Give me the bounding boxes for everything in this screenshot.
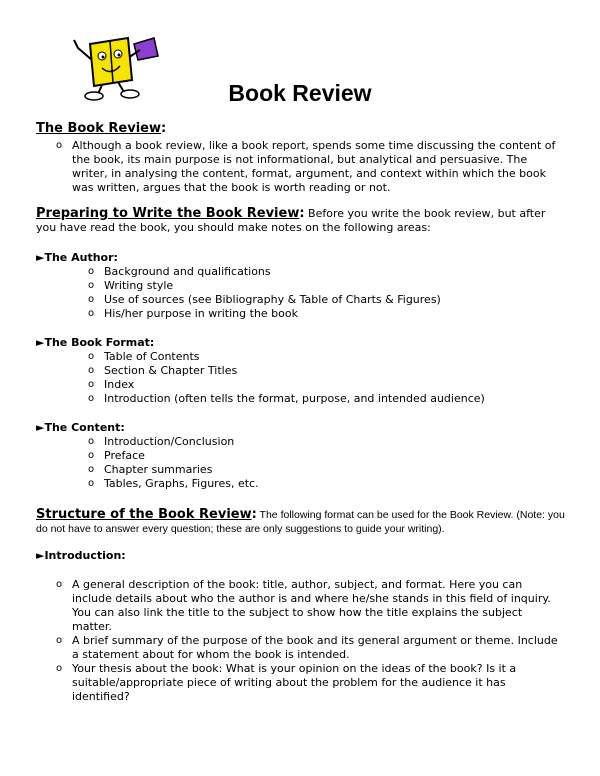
list-item: o Use of sources (see Bibliography & Table of Charts & Figures) bbox=[88, 293, 566, 307]
list-item: o Your thesis about the book: What is your opinion on the ideas of the book? Is it a suitable/appropriate piece of writing about the problem for the audience it has identified? bbox=[56, 662, 561, 704]
right-triangle-icon: ► bbox=[36, 251, 45, 264]
list-item: o His/her purpose in writing the book bbox=[88, 307, 566, 321]
section-book-review bbox=[36, 122, 566, 195]
right-triangle-icon: ► bbox=[36, 336, 45, 349]
group-label: The Author: bbox=[44, 251, 118, 264]
section-intro: The following format can be used for the Book Review. (Note: you do not have to answer every question; these are only suggestions to guide your writing). bbox=[36, 509, 565, 535]
list-item: o A general description of the book: title, author, subject, and format. Here you can include details about who the author is and where he/she stands in this field of inquiry. You can also link the title to the subject to show how the title explains the subject matter. bbox=[56, 578, 561, 634]
page-title: Book Review bbox=[228, 80, 372, 106]
list-item: o Index bbox=[88, 378, 566, 392]
bullet-list bbox=[56, 139, 566, 195]
bullet-list bbox=[88, 435, 566, 491]
section-heading: Preparing to Write the Book Review bbox=[36, 206, 300, 221]
list-item: o A brief summary of the purpose of the book and its general argument or theme. Include a statement about for whom the book is intended. bbox=[56, 634, 561, 662]
list-item: o Tables, Graphs, Figures, etc. bbox=[88, 477, 566, 491]
group-label: The Book Format: bbox=[44, 336, 155, 349]
list-item: o Writing style bbox=[88, 279, 566, 293]
subsection-label: Introduction: bbox=[44, 549, 126, 562]
heading-colon: : bbox=[161, 121, 167, 136]
group-label: The Content: bbox=[44, 421, 125, 434]
section-intro: Before you write the book review, but after you have read the book, you should make notes on the following areas: bbox=[36, 207, 546, 234]
bullet-list bbox=[56, 578, 561, 704]
subsection-introduction bbox=[36, 549, 566, 563]
list-item: o Section & Chapter Titles bbox=[88, 364, 566, 378]
list-item: o Table of Contents bbox=[88, 350, 566, 364]
list-item: o Chapter summaries bbox=[88, 463, 566, 477]
heading-colon: : bbox=[251, 507, 257, 522]
group-content bbox=[36, 421, 566, 491]
group-book-format bbox=[36, 336, 566, 406]
bullet-list bbox=[88, 350, 566, 406]
section-structure bbox=[36, 508, 566, 536]
introduction-items bbox=[36, 578, 561, 704]
right-triangle-icon: ► bbox=[36, 421, 45, 434]
group-author bbox=[36, 251, 566, 321]
bullet-list bbox=[88, 265, 566, 321]
list-item: o Preface bbox=[88, 449, 566, 463]
list-item: o Background and qualifications bbox=[88, 265, 566, 279]
list-item: o Introduction/Conclusion bbox=[88, 435, 566, 449]
list-item: o Introduction (often tells the format, purpose, and intended audience) bbox=[88, 392, 566, 406]
right-triangle-icon: ► bbox=[36, 549, 45, 562]
heading-colon: : bbox=[299, 206, 305, 221]
section-preparing bbox=[36, 207, 566, 235]
list-item: o Although a book review, like a book report, spends some time discussing the content of the book, its main purpose is not informational, but analytical and persuasive. The writer, in analysing the content, format, argument, and context within which the book was written, argues that the book is worth reading or not. bbox=[56, 139, 566, 195]
section-heading: The Book Review bbox=[36, 121, 161, 136]
section-heading: Structure of the Book Review bbox=[36, 507, 252, 522]
